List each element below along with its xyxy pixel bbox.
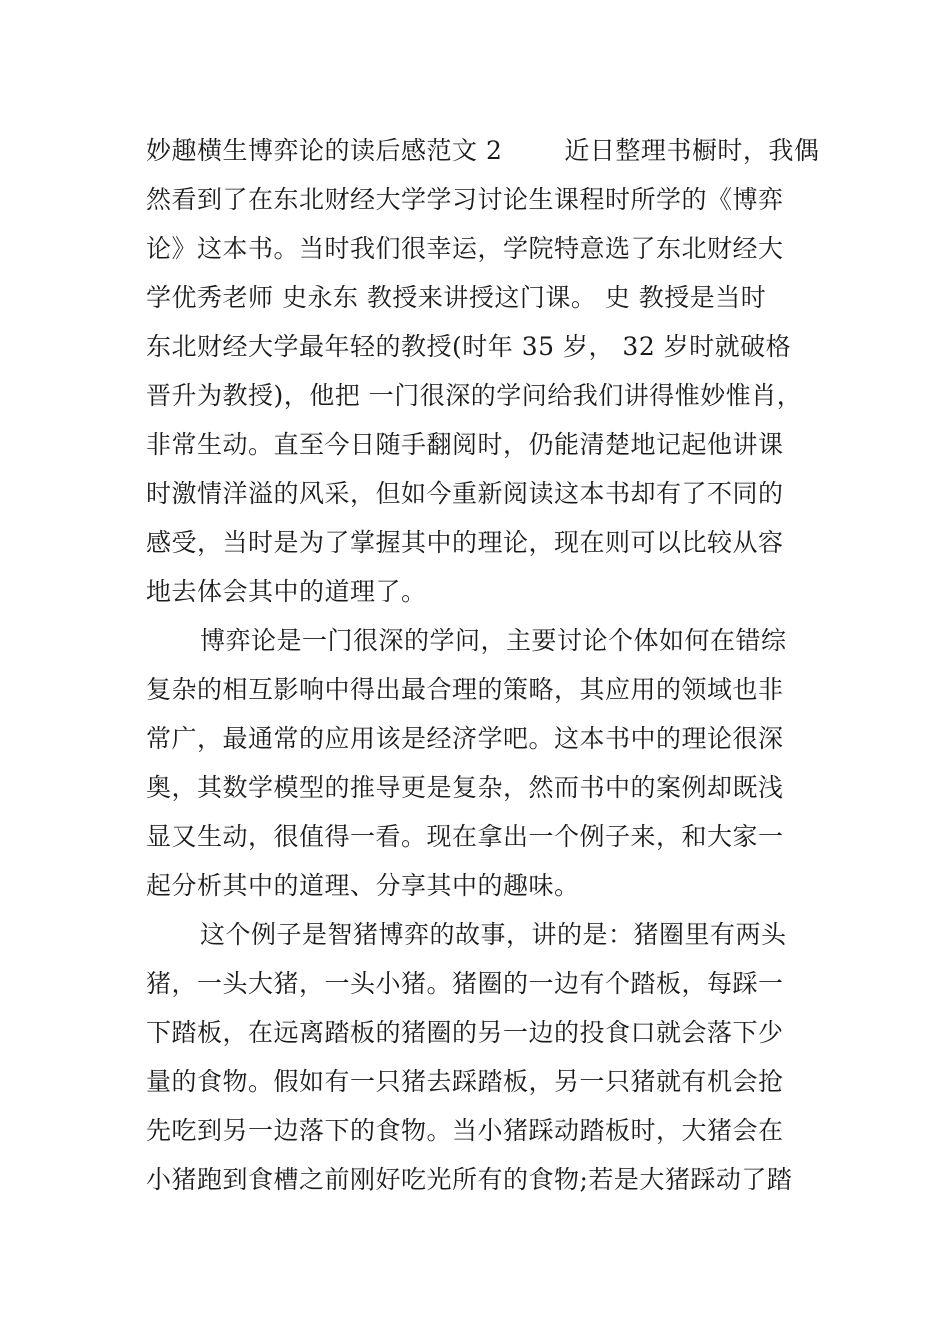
paragraph-first-line: 这个例子是智猪博弈的故事，讲的是：猪圈里有两头 (200, 920, 787, 949)
body-line: 然看到了在东北财经大学学习讨论生课程时所学的《博弈 (146, 185, 784, 214)
body-line: 非常生动。直至今日随手翻阅时，仍能清楚地记起他讲课 (146, 430, 784, 459)
body-line: 东北财经大学最年轻的教授(时年 35 岁， 32 岁时就破格 (146, 332, 792, 361)
body-text: 近日整理书橱时，我偶 (564, 136, 820, 165)
body-line: 猪，一头大猪，一头小猪。猪圈的一边有个踏板，每踩一 (146, 969, 784, 998)
body-line: 显又生动，很值得一看。现在拿出一个例子来，和大家一 (146, 822, 784, 851)
document-title: 妙趣横生博弈论的读后感范文 2 (146, 136, 503, 165)
body-line: 复杂的相互影响中得出最合理的策略，其应用的领域也非 (146, 675, 784, 704)
body-line: 常广，最通常的应用该是经济学吧。这本书中的理论很深 (146, 724, 784, 753)
body-line: 起分析其中的道理、分享其中的趣味。 (146, 871, 580, 900)
body-line: 晋升为教授)，他把 一门很深的学问给我们讲得惟妙惟肖， (146, 381, 803, 410)
body-line: 小猪跑到食槽之前刚好吃光所有的食物;若是大猪踩动了踏 (146, 1165, 793, 1194)
body-line: 地去体会其中的道理了。 (146, 577, 427, 606)
body-line: 时激情洋溢的风采，但如今重新阅读这本书却有了不同的 (146, 479, 784, 508)
body-line: 学优秀老师 史永东 教授来讲授这门课。 史 教授是当时 (146, 283, 767, 312)
body-line: 下踏板，在远离踏板的猪圈的另一边的投食口就会落下少 (146, 1018, 784, 1047)
paragraph-first-line: 博弈论是一门很深的学问，主要讨论个体如何在错综 (200, 626, 787, 655)
body-line (146, 126, 826, 175)
body-line: 量的食物。假如有一只猪去踩踏板，另一只猪就有机会抢 (146, 1067, 784, 1096)
body-line: 先吃到另一边落下的食物。当小猪踩动踏板时，大猪会在 (146, 1116, 784, 1145)
body-line: 奥，其数学模型的推导更是复杂，然而书中的案例却既浅 (146, 773, 784, 802)
document-body (146, 126, 826, 1204)
body-line: 感受，当时是为了掌握其中的理论，现在则可以比较从容 (146, 528, 784, 557)
body-line: 论》这本书。当时我们很幸运，学院特意选了东北财经大 (146, 234, 784, 263)
